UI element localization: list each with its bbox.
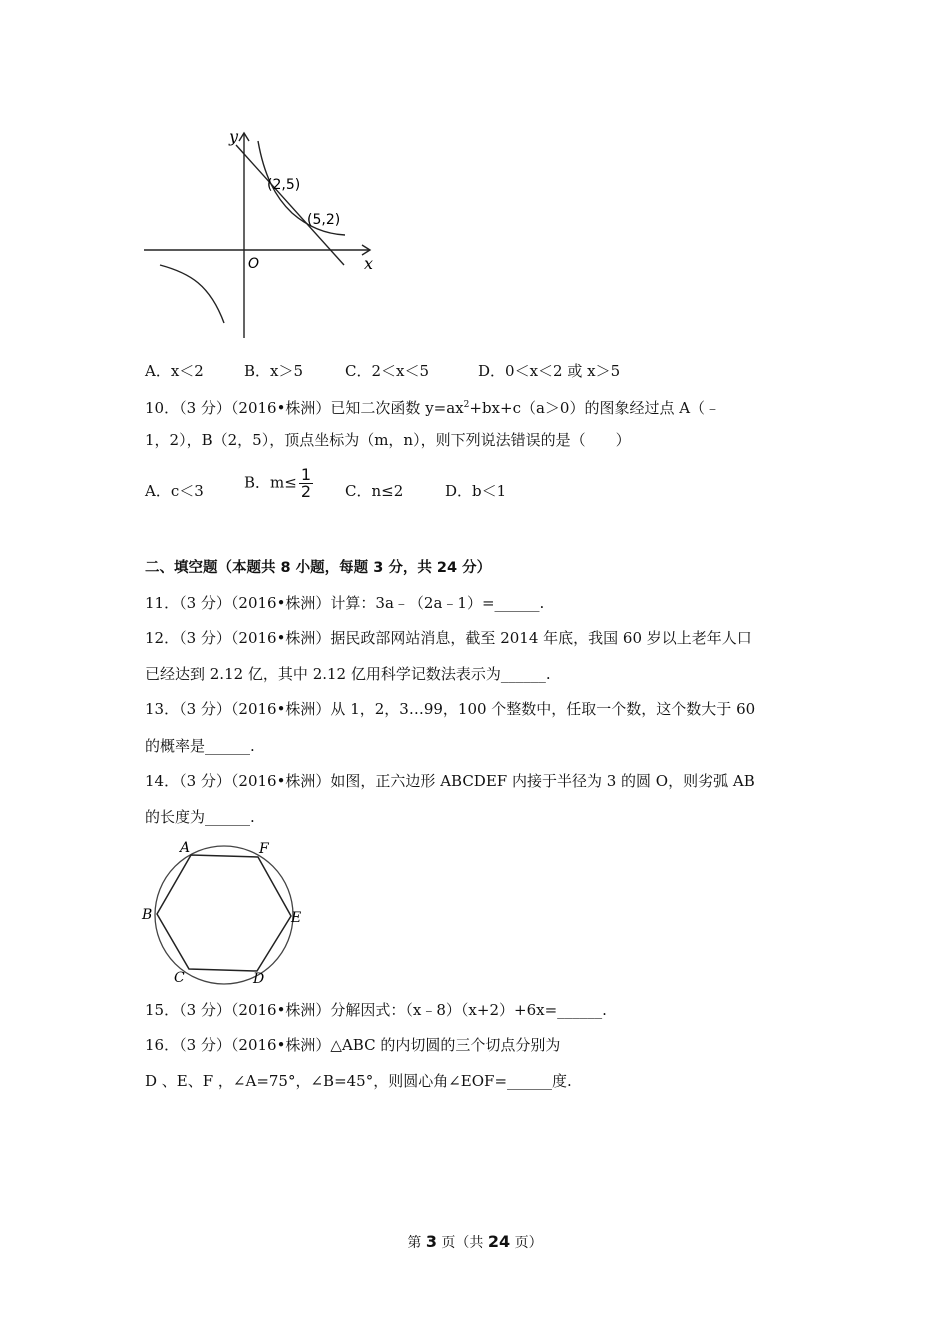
point-5-2-label: (5,2) <box>307 212 341 228</box>
point-2-5-label: (2,5) <box>267 177 301 193</box>
q16-line-1: 16．（3 分）（2016•株洲）△ABC 的内切圆的三个切点分别为 <box>145 1036 561 1054</box>
q10-option-b: B．m≤ $\frac{1}{2}$ <box>244 465 312 501</box>
total-pages: 24 <box>487 1232 511 1251</box>
q9-option-c: C．2＜x＜5 <box>345 362 430 380</box>
page-footer: 第 3 页（共 24 页） <box>407 1232 543 1251</box>
vertex-label-f: F <box>259 841 269 857</box>
q10-line-1: 10．（3 分）（2016•株洲）已知二次函数 $y=ax^2+bx+c(a>0)$的图象经过点 A（﹣ <box>145 399 721 417</box>
q14-line-1: 14．（3 分）（2016•株洲）如图，正六边形 ABCDEF 内接于半径为 3 的圆 O，则劣弧 AB <box>145 772 755 790</box>
q10-line-2: 1，2），B（2，5），顶点坐标为（m，n），则下列说法错误的是（ ） <box>145 431 631 449</box>
q10-option-d: D．b＜1 <box>445 482 507 500</box>
q16-line-2: D 、E、F ，∠A=75°，∠B=45°，则圆心角∠EOF=______度. <box>145 1072 572 1090</box>
q12-line-2: 已经达到 2.12 亿，其中 2.12 亿用科学记数法表示为______. <box>145 665 551 683</box>
q14-line-2: 的长度为______. <box>145 808 255 826</box>
circumscribed-circle <box>155 846 293 984</box>
vertex-label-e: E <box>291 910 302 926</box>
hexagon-in-circle-figure <box>138 838 310 988</box>
hyperbola-lower-branch <box>160 265 224 323</box>
q10-option-a: A．c＜3 <box>145 482 204 500</box>
section-2-heading: 二、填空题（本题共 8 小题，每题 3 分，共 24 分） <box>145 560 492 576</box>
regular-hexagon <box>157 855 291 971</box>
vertex-label-b: B <box>142 907 153 923</box>
q12-line-1: 12．（3 分）（2016•株洲）据民政部网站消息，截至 2014 年底，我国 60 岁以上老年人口 <box>145 629 752 647</box>
q9-option-d: D．0＜x＜2 或 x＞5 <box>478 362 621 380</box>
origin-label: O <box>248 256 260 272</box>
fraction-one-half: $\frac{1}{2}$ <box>300 465 312 501</box>
q11-text: 11．（3 分）（2016•株洲）计算：3a﹣（2a﹣1）=______. <box>145 594 545 612</box>
x-axis-label: x <box>364 254 374 273</box>
straight-line <box>236 145 344 265</box>
vertex-label-d: D <box>253 971 265 987</box>
q9-option-a: A．x＜2 <box>145 362 204 380</box>
q15-text: 15．（3 分）（2016•株洲）分解因式：（x﹣8）（x+2）+6x=______. <box>145 1001 607 1019</box>
q13-line-2: 的概率是______. <box>145 737 255 755</box>
page-number: 3 <box>425 1232 437 1251</box>
q10-option-c: C．n≤2 <box>345 482 404 500</box>
vertex-label-c: C <box>174 970 185 986</box>
q9-option-b: B．x＞5 <box>244 362 304 380</box>
q13-line-1: 13．（3 分）（2016•株洲）从 1，2，3…99，100 个整数中，任取一个数，这个数大于 60 <box>145 700 756 718</box>
vertex-label-a: A <box>180 840 191 856</box>
y-axis-label: y <box>229 127 239 146</box>
function-graph <box>140 125 390 345</box>
